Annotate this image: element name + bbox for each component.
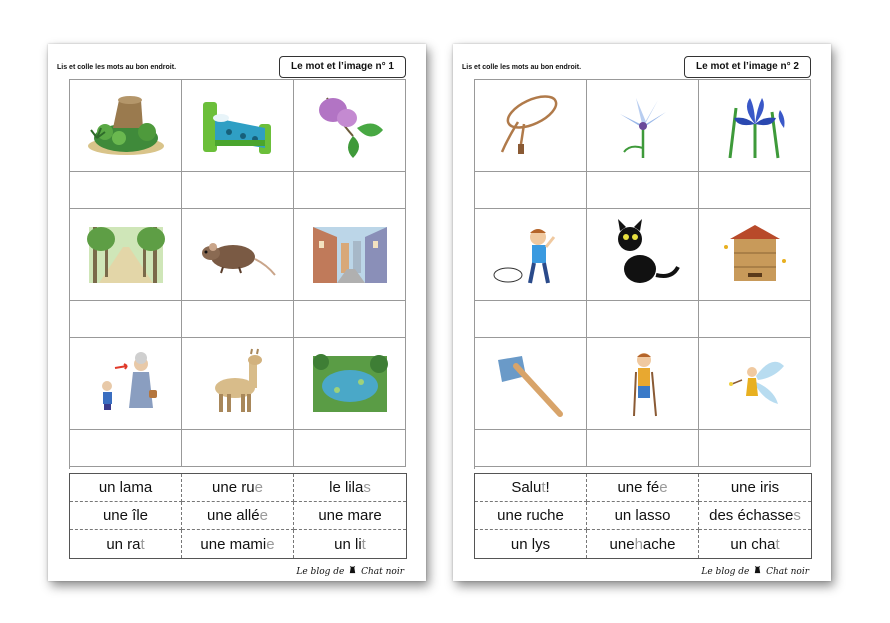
silent-letter: s [363, 479, 371, 496]
street-icon [307, 217, 393, 293]
silent-letter: t [140, 535, 145, 553]
word-grid [474, 473, 812, 559]
picture-cell [699, 80, 811, 172]
silent-letter: t [775, 535, 780, 553]
picture-grid [474, 79, 811, 469]
word-text: une allé [207, 507, 260, 524]
word-text: une ruche [497, 507, 564, 524]
word-card[interactable] [294, 530, 406, 558]
signature-text: Le blog de [701, 567, 750, 577]
picture-cell [294, 338, 406, 430]
picture-cell [182, 209, 294, 301]
beehive-icon [712, 217, 798, 293]
label-slot [70, 172, 182, 209]
island-icon [83, 88, 169, 164]
label-slot [587, 301, 699, 338]
iris-flower-icon [712, 88, 798, 164]
word-text: une [609, 535, 635, 553]
picture-cell [294, 80, 406, 172]
silent-letter: e [259, 507, 268, 524]
word-text: une ru [212, 479, 255, 496]
word-text: une mare [318, 507, 382, 524]
picture-cell [587, 338, 699, 430]
word-text: le lila [329, 479, 364, 496]
label-slot [70, 430, 182, 467]
cat-logo-icon [348, 565, 357, 574]
rat-icon [195, 217, 281, 293]
silent-letter: e [659, 479, 668, 496]
bed-icon [195, 88, 281, 164]
lasso-icon [488, 88, 574, 164]
word-card[interactable] [294, 502, 406, 530]
blog-signature [296, 565, 404, 577]
blog-signature [701, 565, 809, 577]
word-text: un ra [106, 535, 141, 553]
word-text: une île [102, 507, 149, 524]
boy-waving-icon [488, 217, 574, 293]
picture-cell [475, 80, 587, 172]
label-slot [294, 172, 406, 209]
instruction-text: Lis et colle les mots au bon endroit. [462, 64, 582, 71]
picture-cell [182, 338, 294, 430]
silent-letter: s [793, 507, 801, 524]
picture-grid [69, 79, 406, 469]
word-card[interactable] [70, 502, 182, 530]
label-slot [70, 301, 182, 338]
word-card[interactable] [699, 474, 811, 502]
signature-text: Le blog de [296, 567, 345, 577]
picture-cell [182, 80, 294, 172]
silent-letter: t [541, 479, 546, 496]
lily-flower-icon [600, 88, 686, 164]
label-slot [699, 430, 811, 467]
word-card[interactable] [182, 530, 294, 558]
pond-icon [307, 346, 393, 422]
word-card[interactable] [70, 474, 182, 502]
signature-text: Chat noir [766, 567, 809, 577]
label-slot [699, 301, 811, 338]
word-card[interactable] [587, 530, 699, 558]
word-text: un lys [510, 535, 551, 553]
label-slot [182, 301, 294, 338]
word-text: une fé [617, 479, 660, 496]
picture-cell [294, 209, 406, 301]
word-card[interactable] [475, 474, 587, 502]
silent-letter: t [361, 535, 366, 553]
worksheet-title: Le mot et l’image n° 2 [684, 56, 811, 78]
word-card[interactable] [475, 530, 587, 558]
label-slot [182, 172, 294, 209]
word-card[interactable] [587, 502, 699, 530]
word-grid [69, 473, 407, 559]
label-slot [182, 430, 294, 467]
picture-cell [70, 338, 182, 430]
stilts-boy-icon [600, 346, 686, 422]
word-card[interactable] [182, 502, 294, 530]
picture-cell [587, 80, 699, 172]
label-slot [587, 430, 699, 467]
silent-letter: e [254, 479, 263, 496]
llama-icon [195, 346, 281, 422]
label-slot [294, 430, 406, 467]
word-card[interactable] [587, 474, 699, 502]
word-text: un lasso [614, 507, 671, 524]
label-slot [587, 172, 699, 209]
word-text: des échasse [709, 507, 794, 524]
instruction-text: Lis et colle les mots au bon endroit. [57, 64, 177, 71]
picture-cell [699, 338, 811, 430]
worksheet-2 [453, 44, 831, 581]
picture-cell [475, 209, 587, 301]
signature-text: Chat noir [361, 567, 404, 577]
word-text: Salu [511, 479, 542, 496]
label-slot [699, 172, 811, 209]
word-card[interactable] [699, 502, 811, 530]
word-card[interactable] [475, 502, 587, 530]
picture-cell [70, 209, 182, 301]
silent-letter: h [634, 535, 643, 553]
label-slot [294, 301, 406, 338]
worksheet-1 [48, 44, 426, 581]
picture-cell [699, 209, 811, 301]
picture-cell [475, 338, 587, 430]
word-text: un lama [98, 479, 153, 496]
word-card[interactable] [182, 474, 294, 502]
word-text: ache [642, 535, 676, 553]
label-slot [475, 301, 587, 338]
word-text: une mami [200, 535, 267, 553]
word-card[interactable] [294, 474, 406, 502]
fairy-icon [712, 346, 798, 422]
picture-cell [70, 80, 182, 172]
word-text: une iris [730, 479, 780, 496]
word-card[interactable] [699, 530, 811, 558]
picture-cell [587, 209, 699, 301]
black-cat-icon [600, 217, 686, 293]
silent-letter: e [266, 535, 275, 553]
axe-icon [488, 346, 574, 422]
worksheet-title: Le mot et l’image n° 1 [279, 56, 406, 78]
word-card[interactable] [70, 530, 182, 558]
word-text: un cha [730, 535, 776, 553]
word-text: un li [334, 535, 362, 553]
cat-logo-icon [753, 565, 762, 574]
label-slot [475, 430, 587, 467]
alley-icon [83, 217, 169, 293]
label-slot [475, 172, 587, 209]
word-text: ! [545, 479, 550, 496]
lilac-icon [307, 88, 393, 164]
grandma-icon [83, 346, 169, 422]
